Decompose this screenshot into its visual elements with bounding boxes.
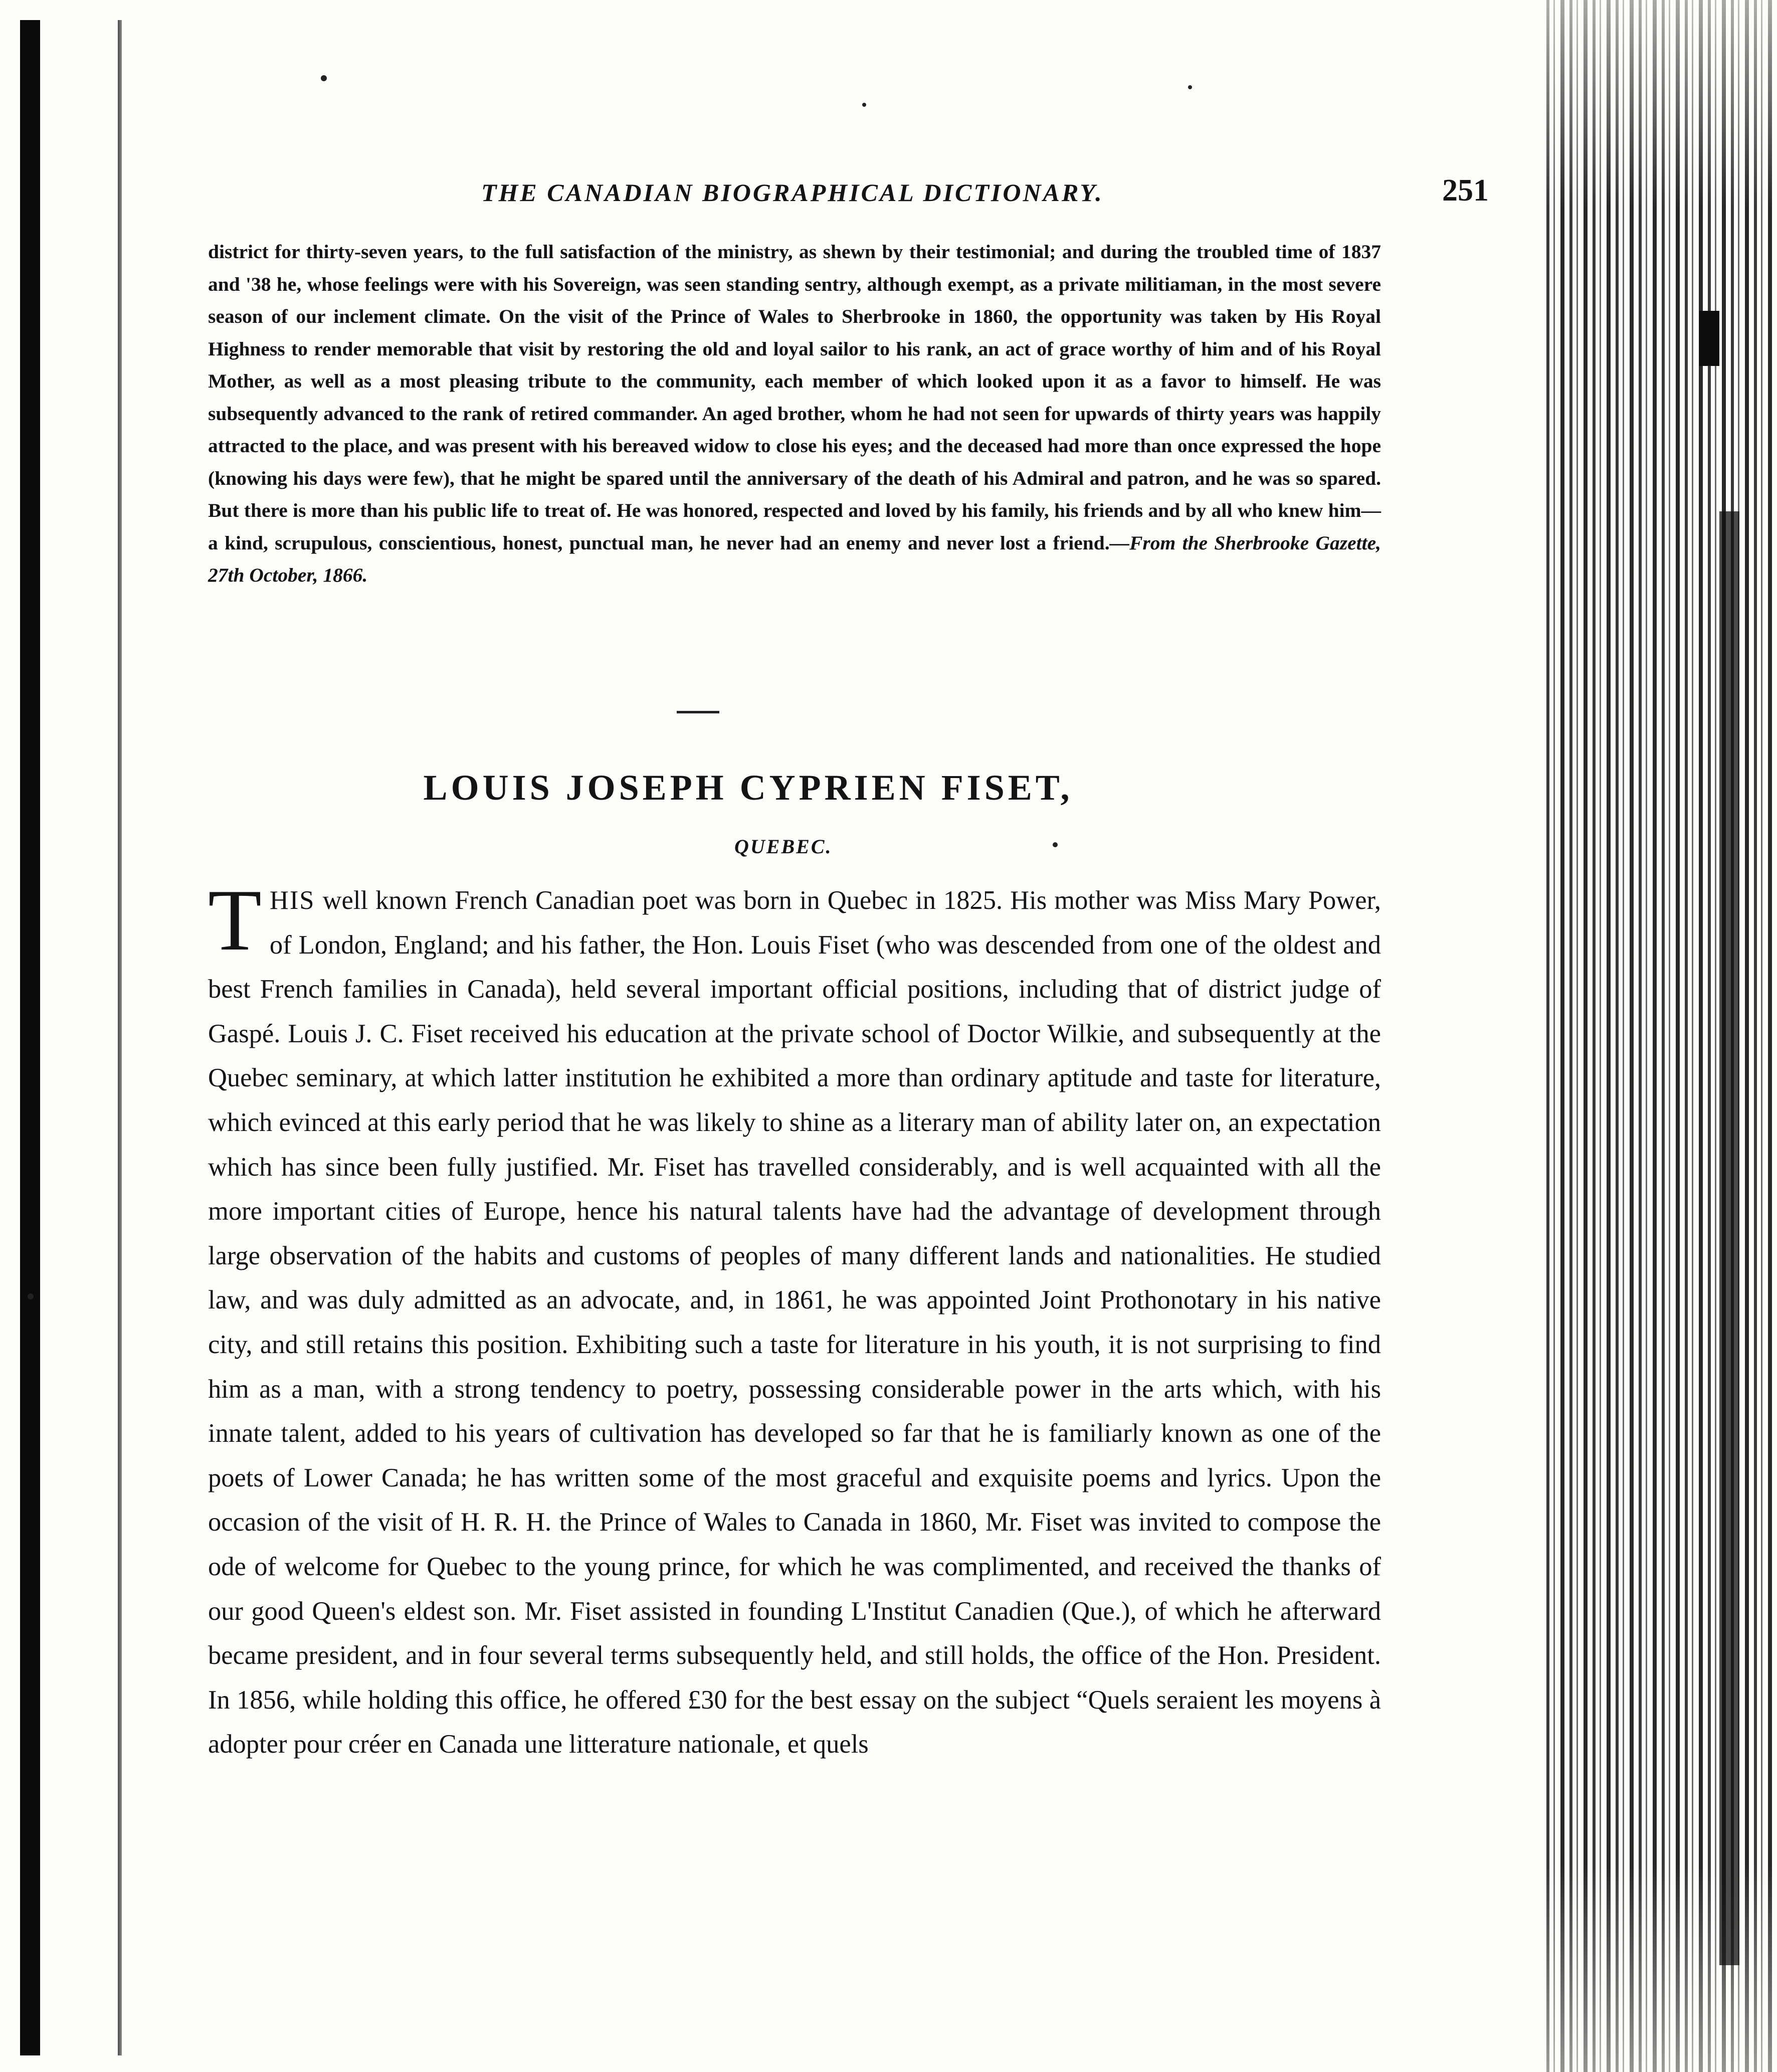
speck — [862, 103, 866, 107]
speck — [321, 75, 327, 81]
speck — [28, 1293, 34, 1299]
running-header — [481, 173, 1489, 213]
article-place: QUEBEC. — [734, 835, 833, 858]
previous-article-text: district for thirty-seven years, to the full satisfaction of the ministry, as shewn by their testimonial; and during the troubled time of 1837 and '38 he, whose feelings were with his Sovereign, was seen standing sentry, although exempt, as a private militiaman, in the most severe season of our inclement climate. On the visit of the Prince of Wales to Sherbrooke in 1860, the opportunity was taken by His Royal Highness to render memorable that visit by restoring the old and loyal sailor to his rank, an act of grace worthy of him and of his Royal Mother, as well as a most pleasing tribute to the community, each member of which looked upon it as a favor to himself. He was subsequently advanced to the rank of retired commander. An aged brother, whom he had not seen for upwards of thirty years was happily attracted to the place, and was present with his bereaved widow to close his eyes; and the deceased had more than once expressed the hope (knowing his days were few), that he might be spared until the anniversary of the death of his Admiral and patron, and he was so spared. But there is more than his public life to treat of. He was honored, respected and loved by his family, his friends and by all who knew him—a kind, scrupulous, conscientious, honest, punctual man, he never had an enemy and never lost a friend. — [208, 241, 1381, 554]
article-body-text: well known French Canadian poet was born in Quebec in 1825. His mother was Miss Mary Power, of London, England; and his father, the Hon. Louis Fiset (who was descended from one of the oldest and best French families in Canada), held several important official positions, including that of district judge of Gaspé. Louis J. C. Fiset received his education at the private school of Doctor Wilkie, and subsequently at the Quebec seminary, at which latter institution he exhibited a more than ordinary aptitude and taste for literature, which evinced at this early period that he was likely to shine as a literary man of ability later on, an expectation which has since been fully justified. Mr. Fiset has travelled considerably, and is well acquainted with all the more important cities of Europe, hence his natural talents have had the advantage of development through large observation of the habits and customs of peoples of many different lands and nationalities. He studied law, and was duly admitted as an advocate, and, in 1861, he was appointed Joint Prothonotary in his native city, and still retains this position. Exhibiting such a taste for literature in his youth, it is not surprising to find him as a man, with a strong tendency to poetry, possessing considerable power in the arts which, with his innate talent, added to his years of cultivation has developed so far that he is familiarly known as one of the poets of Lower Canada; he has written some of the most graceful and exquisite poems and lyrics. Upon the occasion of the visit of H. R. H. the Prince of Wales to Canada in 1860, Mr. Fiset was invited to compose the ode of welcome for Quebec to the young prince, for which he was complimented, and received the thanks of our good Queen's eldest son. Mr. Fiset assisted in founding L'Institut Canadien (Que.), of which he afterward became president, and in four several terms subsequently held, and still holds, the office of the Hon. President. In 1856, while holding this office, he offered £30 for the best essay on the subject “Quels seraient les moyens à adopter pour créer en Canada une litterature nationale, et quels — [208, 886, 1381, 1759]
article-title — [0, 767, 1777, 809]
article-body — [208, 871, 1381, 1767]
running-title: THE CANADIAN BIOGRAPHICAL DICTIONARY. — [481, 178, 1104, 207]
speck — [1053, 842, 1058, 847]
speck — [1188, 85, 1192, 89]
edge-fade — [1541, 0, 1777, 2072]
binding-shadow — [20, 20, 40, 2055]
drop-cap: T — [208, 871, 262, 969]
scan-artifact — [1719, 511, 1739, 1965]
page-number: 251 — [1442, 173, 1489, 208]
scan-artifact — [1699, 311, 1719, 366]
article-title-text: LOUIS JOSEPH CYPRIEN FISET, — [423, 768, 1073, 808]
binding-edge — [118, 20, 122, 2055]
section-divider — [677, 711, 719, 713]
previous-article-paragraph — [208, 236, 1381, 592]
first-word-caps: HIS — [269, 886, 315, 915]
source-citation: —From the Sherbrooke Gazette, 27th October, 1866. — [208, 531, 1381, 586]
